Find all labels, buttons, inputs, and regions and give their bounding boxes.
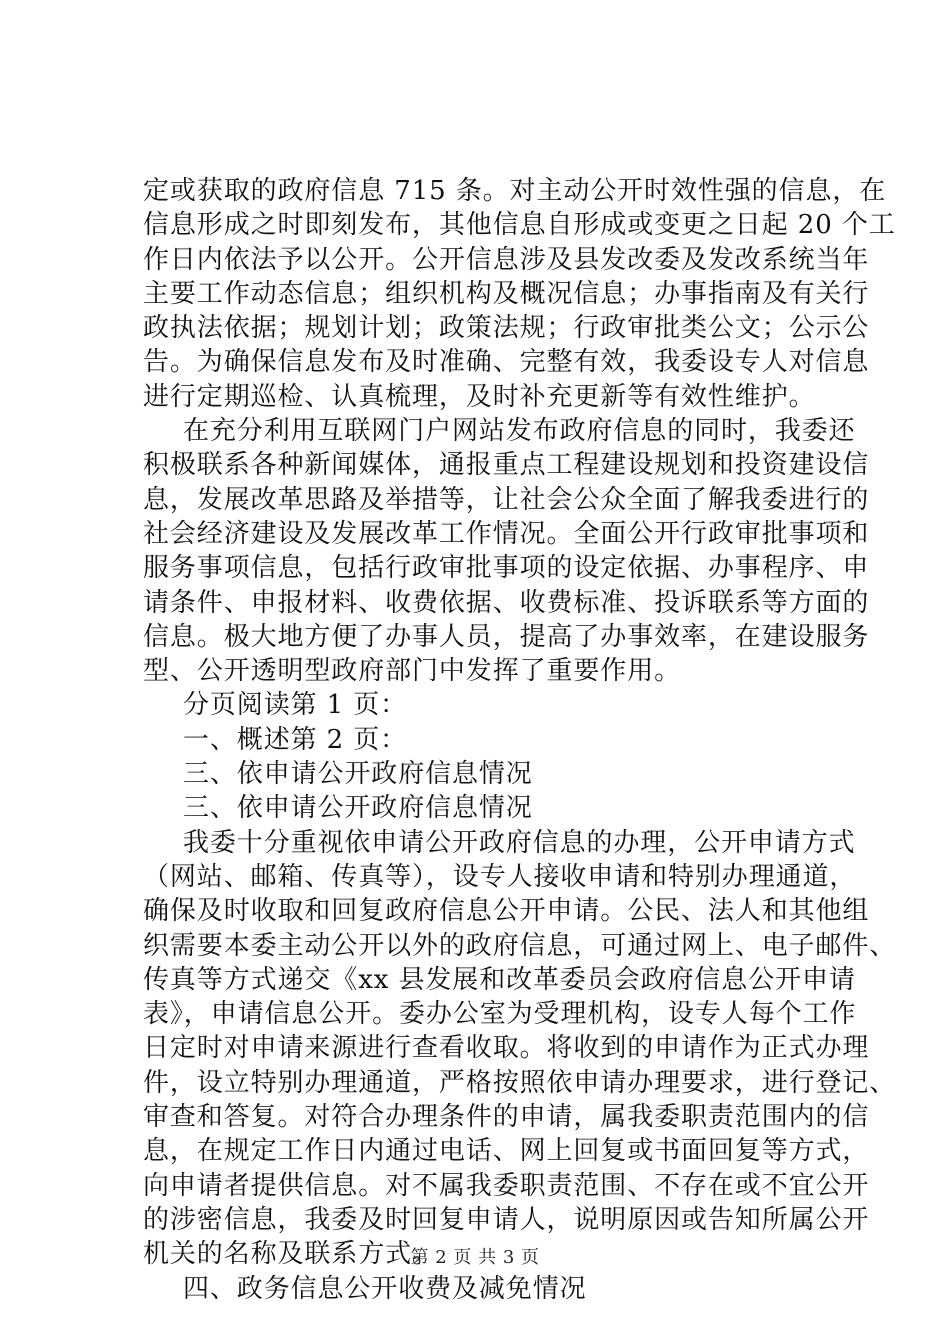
text-line: 政执法依据；规划计划；政策法规；行政审批类公文；公示公 — [143, 313, 870, 344]
text-line: 信息。极大地方便了办事人员，提高了办事效率，在建设服务 — [143, 621, 870, 652]
text-line: 定或获取的政府信息 715 条。对主动公开时效性强的信息，在 — [143, 176, 887, 206]
section-heading: 三、依申请公开政府信息情况 — [183, 759, 533, 790]
text-line: 审查和答复。对符合办理条件的申请，属我委职责范围内的信 — [143, 1102, 870, 1133]
text-line: 息，发展改革思路及举措等，让社会公众全面了解我委进行的 — [143, 484, 870, 515]
text-line: 确保及时收取和回复政府信息公开申请。公民、法人和其他组 — [143, 896, 870, 927]
text-line: 告。为确保信息发布及时准确、完整有效，我委设专人对信息 — [143, 347, 870, 378]
section-heading: 四、政务信息公开收费及减免情况 — [183, 1273, 587, 1304]
text-line: 信息形成之时即刻发布，其他信息自形成或变更之日起 20 个工 — [143, 210, 896, 241]
text-line: 进行定期巡检、认真梳理，及时补充更新等有效性维护。 — [143, 381, 816, 412]
text-line: 社会经济建设及发展改革工作情况。全面公开行政审批事项和 — [143, 518, 870, 549]
text-line: 的涉密信息，我委及时回复申请人，说明原因或告知所属公开 — [143, 1204, 870, 1235]
text-line: 向申请者提供信息。对不属我委职责范围、不存在或不宜公开 — [143, 1170, 870, 1201]
text-line: 息，在规定工作日内通过电话、网上回复或书面回复等方式， — [143, 1136, 870, 1167]
text-line: 积极联系各种新闻媒体，通报重点工程建设规划和投资建设信 — [143, 450, 870, 481]
text-line: 传真等方式递交《xx 县发展和改革委员会政府信息公开申请 — [143, 964, 856, 995]
text-line: 日定时对申请来源进行查看收取。将收到的申请作为正式办理 — [143, 1033, 870, 1064]
text-line: 表》，申请信息公开。委办公室为受理机构，设专人每个工作 — [143, 999, 857, 1030]
page-footer: 第 2 页 共 3 页 — [410, 1247, 540, 1268]
text-line: 主要工作动态信息；组织机构及概况信息；办事指南及有关行 — [143, 278, 870, 309]
text-line: 型、公开透明型政府部门中发挥了重要作用。 — [143, 656, 682, 687]
text-line: （网站、邮箱、传真等），设专人接收申请和特别办理通道， — [143, 861, 857, 892]
page-nav-text: 分页阅读第 1 页： — [183, 690, 408, 721]
section-heading: 一、概述第 2 页： — [183, 724, 408, 755]
text-line: 作日内依法予以公开。公开信息涉及县发改委及发改系统当年 — [143, 244, 870, 275]
text-line: 件，设立特别办理通道，严格按照依申请办理要求，进行登记、 — [143, 1067, 897, 1098]
text-line: 请条件、申报材料、收费依据、收费标准、投诉联系等方面的 — [143, 587, 870, 618]
paragraph-first-line: 我委十分重视依申请公开政府信息的办理，公开申请方式 — [183, 827, 856, 858]
document-body — [143, 174, 897, 1306]
text-line: 机关的名称及联系方式。 — [143, 1239, 439, 1270]
paragraph-first-line: 在充分利用互联网门户网站发布政府信息的同时，我委还 — [183, 416, 856, 447]
text-line: 织需要本委主动公开以外的政府信息，可通过网上、电子邮件、 — [143, 930, 897, 961]
text-line: 服务事项信息，包括行政审批事项的设定依据、办事程序、申 — [143, 553, 870, 584]
section-heading: 三、依申请公开政府信息情况 — [183, 793, 533, 824]
